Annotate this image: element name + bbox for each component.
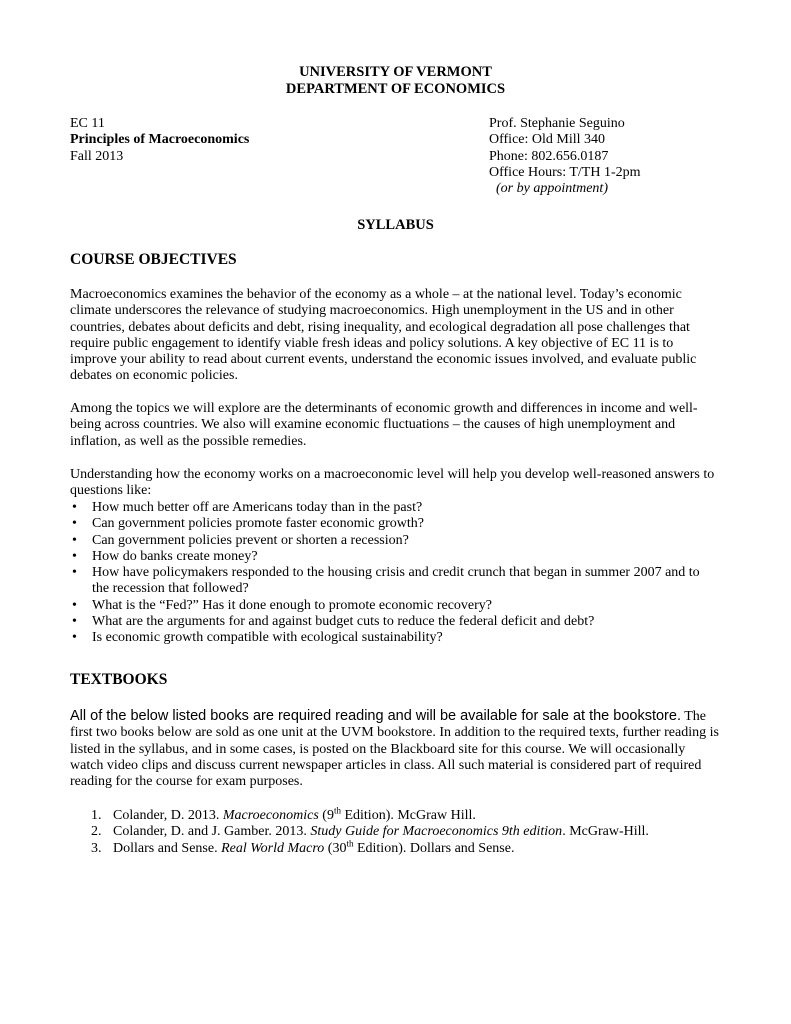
- list-item: • Can government policies prevent or shorten a recession?: [72, 532, 409, 548]
- textbooks-paragraph: [70, 708, 720, 790]
- bullet: •: [72, 516, 77, 532]
- book-title: Study Guide for Macroeconomics 9th edition: [310, 824, 563, 840]
- objectives-paragraph-1: Macroeconomics examines the behavior of the economy as a whole – at the national level. Today’s economic climate underscores the relevance of studying macroeconomics. High unemployment in the US and in other countries, debates about deficits and debt, rising inequality, and ecological degradation all pose challenges that require public engagement to identify viable fresh ideas and policy solutions. A key objective of EC 11 is to improve your ability to read about current events, understand the economic issues involved, and evaluate public debates on economic policies.: [70, 287, 697, 384]
- instructor-phone: Phone: 802.656.0187: [489, 148, 609, 164]
- list-item: • Can government policies promote faster economic growth?: [72, 516, 425, 532]
- bullet: •: [72, 614, 77, 630]
- course-title: Principles of Macroeconomics: [70, 132, 250, 148]
- book-title: Macroeconomics: [222, 808, 319, 823]
- objectives-paragraph-3: Understanding how the economy works on a macroeconomic level will help you develop well-reasoned answers to questions like:: [70, 467, 715, 499]
- university-title: UNIVERSITY OF VERMONT: [299, 64, 492, 80]
- list-item: 1. Colander, D. 2013. Macroeconomics (9th Edition). McGraw Hill.: [91, 805, 476, 823]
- list-item: • How have policymakers responded to the housing crisis and credit crunch that began in summer 2007 and to the recession that followed?: [72, 565, 700, 597]
- instructor-appointment: (or by appointment): [496, 181, 608, 197]
- list-item: 2. Colander, D. and J. Gamber. 2013. Study Guide for Macroeconomics 9th edition. McGraw-Hill.: [91, 824, 649, 840]
- instructor-name: Prof. Stephanie Seguino: [489, 116, 625, 131]
- bullet: •: [72, 500, 77, 515]
- syllabus-title: SYLLABUS: [357, 217, 434, 233]
- book-title: Real World Macro: [221, 840, 325, 856]
- textbooks-heading: TEXTBOOKS: [70, 671, 168, 688]
- questions-list: [70, 500, 720, 647]
- list-item: • What is the “Fed?” Has it done enough to promote economic recovery?: [72, 597, 493, 613]
- objectives-paragraph-2: Among the topics we will explore are the determinants of economic growth and differences in income and well-being across countries. We also will examine economic fluctuations – the causes of high unemployment and inflation, as well as the possible remedies.: [70, 401, 698, 449]
- textbooks-rest: The first two books below are sold as one unit at the UVM bookstore. In addition to the required texts, further reading is listed in the syllabus, and in some cases, is posted on the Blackboard site for this course. We will occasionally watch video clips and discuss current newspaper articles in class. All such material is considered part of required reading for the course for exam purposes.: [70, 709, 719, 790]
- course-term: Fall 2013: [70, 148, 124, 164]
- bullet: •: [72, 548, 77, 564]
- department-title: DEPARTMENT OF ECONOMICS: [285, 81, 506, 97]
- books-list: [91, 805, 731, 857]
- course-info: [70, 116, 249, 165]
- list-item: • Is economic growth compatible with ecological sustainability?: [72, 630, 443, 646]
- instructor-office: Office: Old Mill 340: [489, 132, 606, 148]
- instructor-hours: Office Hours: T/TH 1-2pm: [489, 164, 641, 180]
- list-item: • What are the arguments for and against budget cuts to reduce the federal deficit and debt?: [72, 614, 595, 630]
- list-item: • How do banks create money?: [72, 548, 258, 564]
- bullet: •: [72, 630, 77, 646]
- bullet: •: [72, 565, 77, 581]
- textbooks-lead: All of the below listed books are required reading and will be available for sale at the bookstore.: [70, 708, 681, 724]
- course-code: EC 11: [70, 116, 105, 131]
- bullet: •: [72, 532, 77, 548]
- instructor-info: [489, 116, 641, 197]
- objectives-heading: COURSE OBJECTIVES: [70, 251, 237, 268]
- list-item: 3. Dollars and Sense. Real World Macro (30th Edition). Dollars and Sense.: [91, 837, 515, 856]
- list-item: • How much better off are Americans today than in the past?: [72, 500, 423, 515]
- bullet: •: [72, 597, 77, 613]
